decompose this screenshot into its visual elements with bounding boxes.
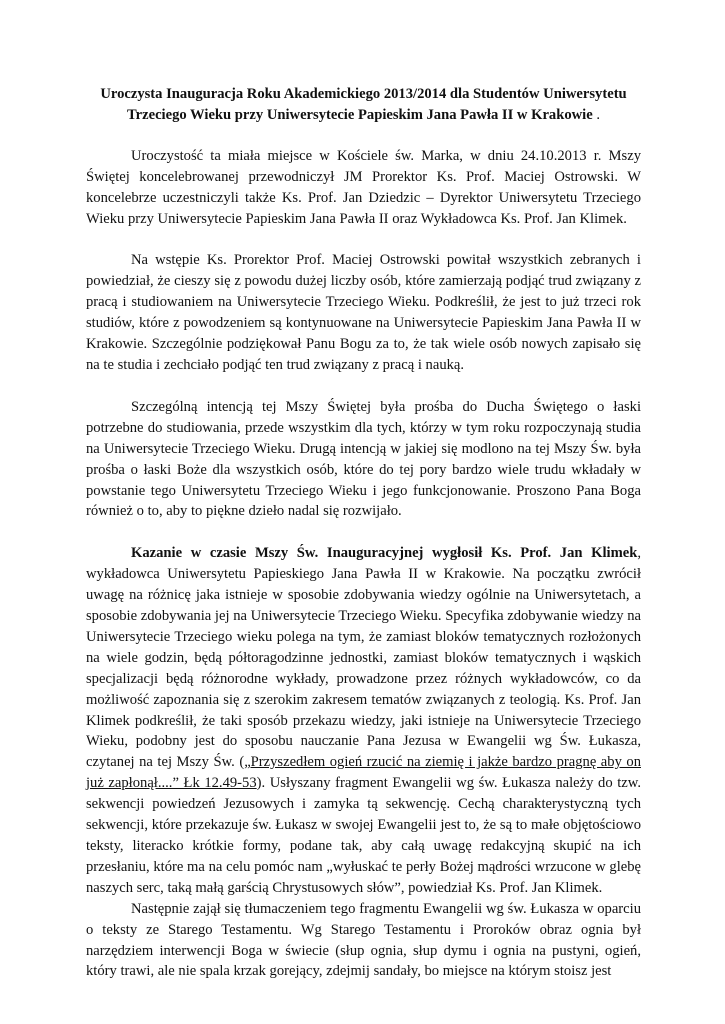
gospel-quote: „Przyszedłem ogień rzucić na ziemię i jakże bardzo pragnę aby on już zapłonął....” Łk 12.49-53	[86, 754, 641, 792]
title-end: .	[592, 106, 601, 123]
paragraph-4-part-a: , wykładowca Uniwersytetu Papieskiego Jana Pawła II w Krakowie. Na początku zwrócił uwagę na różnicę jaka istnieje w sposobie zdobywania wiedzy ogólnie na Uniwersytetach, a sposobie zdobywania jej na Uniwersytecie Trzeciego Wieku. Specyfika zdobywanie wiedzy na Uniwersytecie Trzeciego wieku polega na tym, że zamiast bloków tematycznych rozłożonych na wiele godzin, będą półtoragodzinne jednostki, zamiast bloków tematycznych i wąskich specjalizacji będą różnorodne wykłady, prowadzone przez różnych wykładowców, co da możliwość zapoznania się z szerokim zakresem tematów związanych z teologią. Ks. Prof. Jan Klimek podkreślił, że taki sposób przekazu wiedzy, jaki istnieje na Uniwersytecie Trzeciego Wieku, podobny jest do sposobu nauczanie Pana Jezusa w Ewangelii wg Św. Łukasza, czytanej na tej Mszy Św. (	[86, 545, 641, 771]
title-text: Uroczysta Inauguracja Roku Akademickiego 2013/2014 dla Studentów Uniwersytetu Trzeciego Wieku przy Uniwersytecie Papieskim Jana Pawła II w Krakowie	[100, 86, 627, 123]
paragraph-2: Na wstępie Ks. Prorektor Prof. Maciej Ostrowski powitał wszystkich zebranych i powiedział, że cieszy się z powodu dużej liczby osób, które zamierzają podjąć trud związany z pracą i studiowaniem na Uniwersytecie Trzeciego Wieku. Podkreślił, że jest to już trzeci rok studiów, które z powodzeniem są kontynuowane na Uniwersytecie Papieskim Jana Pawła II w Krakowie. Szczególnie podziękował Panu Bogu za to, że tak wiele osób nowych zapisało się na te studia i zechciało podjąć ten trud związany z pracą i nauką.	[86, 252, 641, 373]
paragraph-4	[86, 543, 641, 898]
document-page	[86, 84, 641, 982]
paragraph-1: Uroczystość ta miała miejsce w Kościele św. Marka, w dniu 24.10.2013 r. Mszy Świętej koncelebrowanej przewodniczył JM Prorektor Ks. Prof. Maciej Ostrowski. W koncelebrze uczestniczyli także Ks. Prof. Jan Dziedzic – Dyrektor Uniwersytetu Trzeciego Wieku przy Uniwersytecie Papieskim Jana Pawła II oraz Wykładowca Ks. Prof. Jan Klimek.	[86, 147, 641, 227]
paragraph-5: Następnie zajął się tłumaczeniem tego fragmentu Ewangelii wg św. Łukasza w oparciu o teksty ze Starego Testamentu. Wg Starego Testamentu i Proroków obraz ognia był narzędziem interwencji Boga w świecie (słup ognia, słup dymu i ognia na pustyni, ogień, który trawi, ale nie spala krzak gorejący, zdejmij sandały, bo miejsce na którym stoisz jest	[86, 900, 641, 980]
paragraph-3: Szczególną intencją tej Mszy Świętej była prośba do Ducha Świętego o łaski potrzebne do studiowania, przede wszystkim dla tych, którzy w tym roku rozpoczynają studia na Uniwersytecie Trzeciego Wieku. Drugą intencją w jakiej się modlono na tej Mszy Św. była prośba o łaski Boże dla wszystkich osób, które do tej pory bardzo wiele trudu wkładały w powstanie tego Uniwersytetu Trzeciego Wieku i jego funkcjonowanie. Proszono Pana Boga również o to, aby to piękne dzieło nadal się rozwijało.	[86, 398, 641, 520]
paragraph-4-part-b: ). Usłyszany fragment Ewangelii wg św. Łukasza należy do tzw. sekwencji powiedzeń Jezusowych i zamyka tą sekwencję. Cechą charakterystyczną tych sekwencji, które przekazuje św. Łukasz w swojej Ewangelii jest to, że są to małe objętościowo teksty, literacko krótkie formy, podane tak, aby całą uwagę redakcyjną skupić na ich przesłaniu, które ma na celu pomóc nam „wyłuskać te perły Bożej mądrości wrzucone w glebę naszych serc, taką małą garścią Chrystusowych słów”, powiedział Ks. Prof. Jan Klimek.	[86, 775, 641, 896]
document-title	[86, 84, 641, 126]
sermon-heading: Kazanie w czasie Mszy Św. Inauguracyjnej wygłosił Ks. Prof. Jan Klimek	[131, 545, 638, 562]
